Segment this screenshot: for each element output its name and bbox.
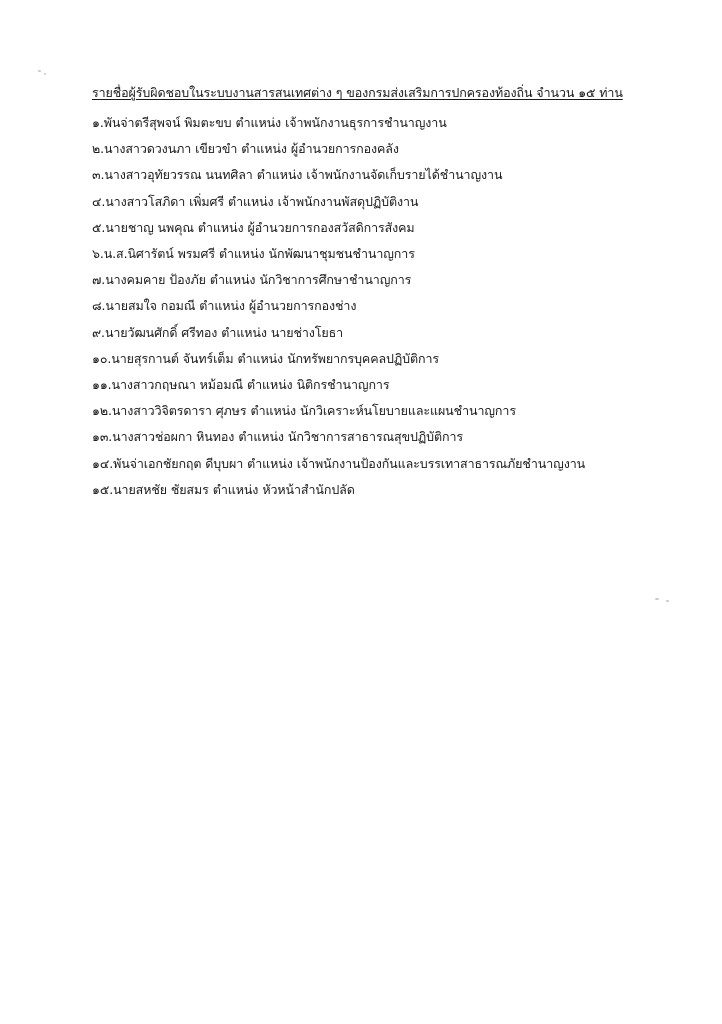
person-position: หัวหน้าสำนักปลัด — [262, 481, 355, 497]
person-name: นายสหชัย ชัยสมร — [113, 481, 209, 497]
item-number: ๗. — [92, 272, 106, 288]
item-number: ๑๕. — [92, 481, 114, 497]
item-number: ๓. — [92, 167, 105, 183]
list-item — [92, 293, 652, 319]
list-item — [92, 136, 652, 162]
item-number: ๕. — [92, 219, 106, 235]
person-position: นักวิเคราะห์นโยบายและแผนชำนาญการ — [300, 403, 516, 419]
position-label: ตำแหน่ง — [250, 403, 297, 419]
person-position: เจ้าพนักงานจัดเก็บรายได้ชำนาญงาน — [306, 167, 503, 183]
position-label: ตำแหน่ง — [227, 193, 274, 209]
position-label: ตำแหน่ง — [256, 167, 303, 183]
list-item — [92, 398, 652, 424]
person-name: นางสาวดวงนภา เขียวขำ — [104, 141, 238, 157]
scan-speck — [38, 70, 41, 72]
scan-speck — [666, 600, 669, 602]
list-item — [92, 451, 652, 477]
person-name: พันจ่าเอกชัยกฤต ดีบุบผา — [113, 455, 244, 471]
responsible-persons-list — [92, 110, 652, 503]
person-name: นายสุรกานต์ จันทร์เต็ม — [111, 350, 234, 366]
position-label: ตำแหน่ง — [238, 429, 284, 445]
list-item — [92, 215, 652, 241]
person-name: นายวัฒนศักดิ์ ศรีทอง — [104, 324, 218, 340]
item-number: ๑. — [92, 115, 104, 130]
list-item — [92, 241, 652, 267]
person-name: นางสาวโสภิดา เพิ่มศรี — [105, 193, 224, 209]
item-number: ๑๔. — [92, 455, 114, 471]
person-position: นักพัฒนาชุมชนชำนาญการ — [268, 246, 415, 262]
person-name: พันจ่าตรีสุพจน์ พิมตะขบ — [103, 115, 232, 130]
scan-speck — [655, 598, 659, 600]
position-label: ตำแหน่ง — [247, 455, 293, 471]
person-position: นิติกรชำนาญการ — [296, 377, 390, 393]
item-number: ๖. — [92, 246, 104, 262]
person-position: เจ้าพนักงานพัสดุปฏิบัติงาน — [277, 193, 419, 209]
person-position: นายช่างโยธา — [270, 324, 344, 340]
list-item — [92, 477, 652, 503]
position-label: ตำแหน่ง — [199, 298, 245, 314]
item-number: ๑๐. — [92, 350, 112, 366]
person-position: ผู้อำนวยการกองช่าง — [248, 298, 357, 314]
position-label: ตำแหน่ง — [221, 324, 267, 340]
person-name: นายชาญ นพคุณ — [105, 219, 194, 235]
list-item — [92, 372, 652, 398]
list-item — [92, 320, 652, 346]
person-position: ผู้อำนวยการกองคลัง — [290, 141, 399, 157]
person-position: เจ้าพนักงานธุรการชำนาญงาน — [285, 115, 447, 130]
position-label: ตำแหน่ง — [246, 377, 293, 393]
list-item — [92, 267, 652, 293]
document-body — [92, 84, 652, 503]
list-item — [92, 110, 652, 136]
person-position: เจ้าพนักงานป้องกันและบรรเทาสาธารณภัยชำนาญงาน — [296, 455, 586, 471]
person-position: นักวิชาการสาธารณสุขปฏิบัติการ — [287, 429, 464, 445]
person-name: นางสาวช่อผกา หินทอง — [112, 429, 235, 445]
person-name: นางสาวอุทัยวรรณ นนทศิลา — [104, 167, 253, 183]
position-label: ตำแหน่ง — [212, 481, 259, 497]
item-number: ๔. — [92, 193, 106, 209]
item-number: ๙. — [92, 324, 105, 340]
list-item — [92, 424, 652, 450]
position-label: ตำแหน่ง — [197, 219, 244, 235]
person-position: นักวิชาการศึกษาชำนาญการ — [259, 272, 412, 288]
list-item — [92, 346, 652, 372]
item-number: ๑๒. — [92, 403, 112, 419]
item-number: ๒. — [92, 141, 105, 157]
list-item — [92, 162, 652, 188]
position-label: ตำแหน่ง — [241, 141, 287, 157]
person-name: นายสมใจ กอมณี — [105, 298, 196, 314]
item-number: ๑๑. — [92, 377, 112, 393]
person-name: นางสาววิจิตรดารา ศุภษร — [111, 403, 247, 419]
position-label: ตำแหน่ง — [237, 350, 284, 366]
item-number: ๑๓. — [92, 429, 113, 445]
person-position: นักทรัพยากรบุคคลปฏิบัติการ — [287, 350, 439, 366]
item-number: ๘. — [92, 298, 106, 314]
document-title: รายชื่อผู้รับผิดชอบในระบบงานสารสนเทศต่าง ๆ ของกรมส่งเสริมการปกครองท้องถิ่น จำนวน ๑๕ ท่าน — [92, 85, 623, 100]
position-label: ตำแหน่ง — [218, 246, 265, 262]
scan-speck — [44, 73, 46, 75]
list-item — [92, 189, 652, 215]
position-label: ตำแหน่ง — [209, 272, 256, 288]
person-name: นางคมคาย ป้องภัย — [105, 272, 206, 288]
position-label: ตำแหน่ง — [235, 115, 282, 130]
person-name: น.ส.นิศารัตน์ พรมศรี — [103, 246, 215, 262]
person-position: ผู้อำนวยการกองสวัสดิการสังคม — [247, 219, 415, 235]
person-name: นางสาวกฤษณา หม้อมณี — [111, 377, 243, 393]
